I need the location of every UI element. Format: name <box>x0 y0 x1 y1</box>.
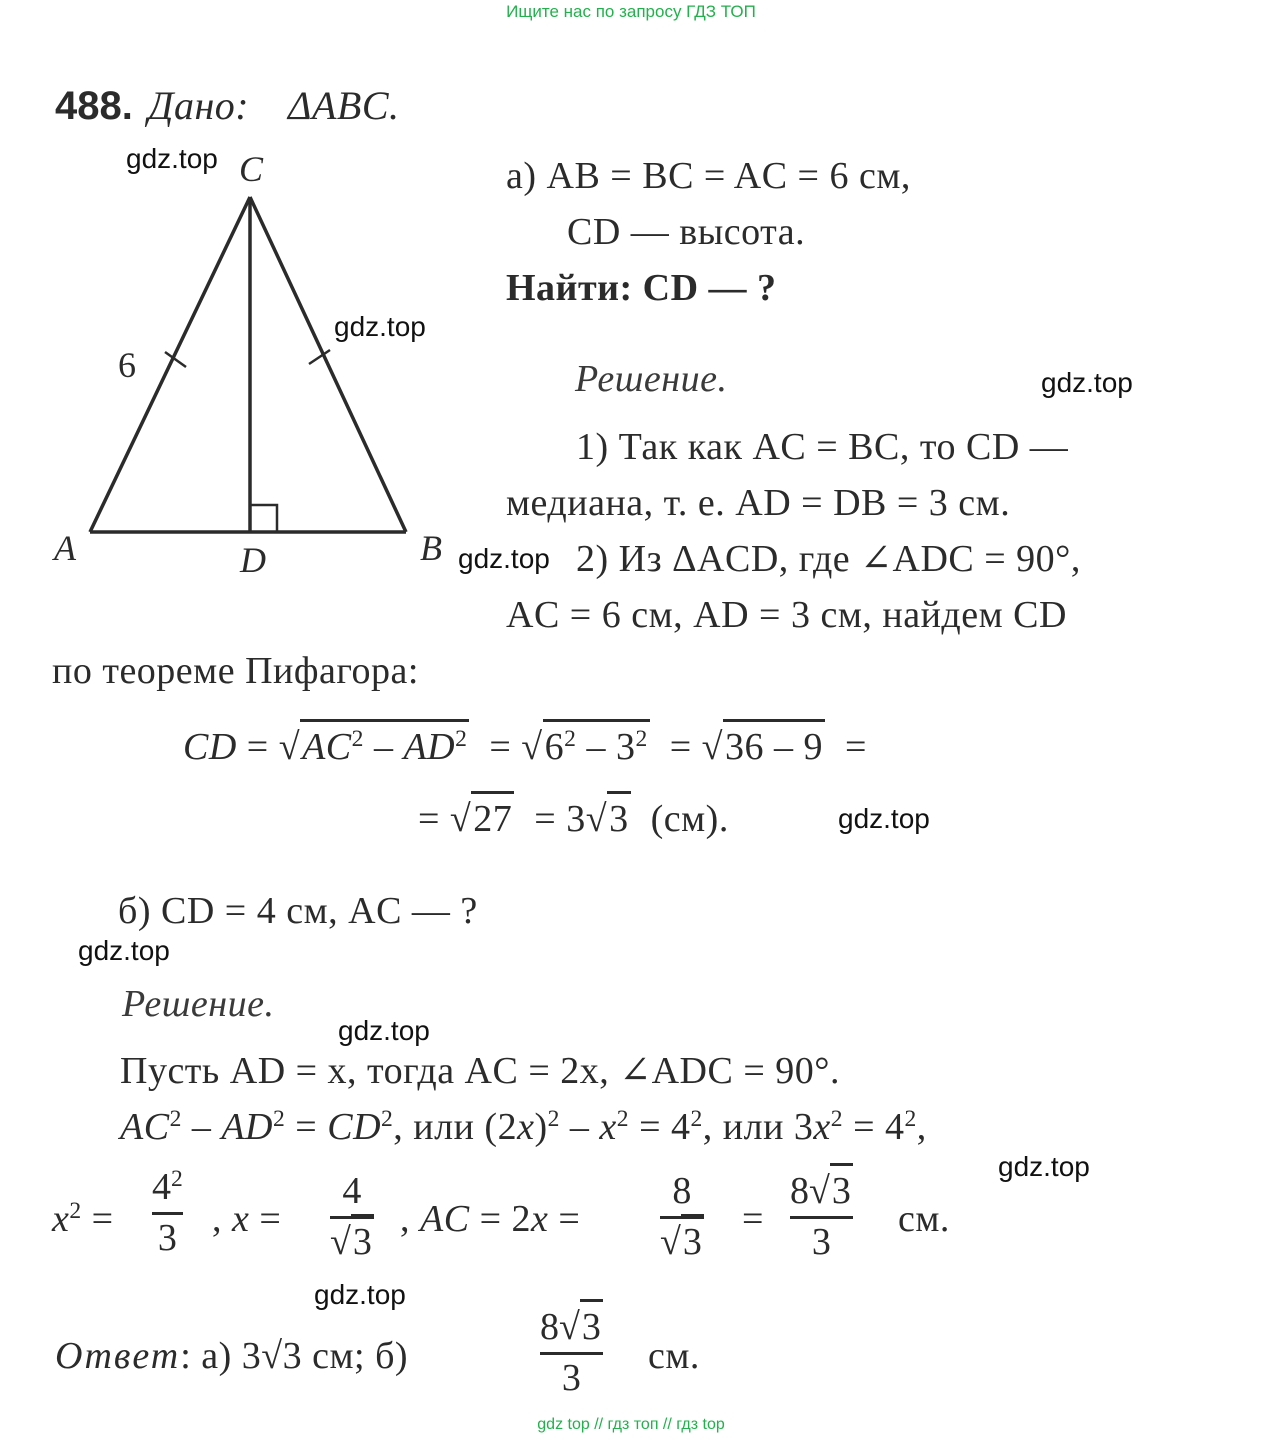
answer-label: Ответ <box>55 1335 181 1377</box>
part-a-solution-title: Решение. <box>575 358 728 400</box>
part-a-step2-line3: по теореме Пифагора: <box>52 650 419 692</box>
right-angle-mark <box>250 505 277 532</box>
point-label-d: D <box>240 540 266 580</box>
part-a-step1-line1: 1) Так как AC = BC, то CD — <box>576 426 1069 468</box>
part-b-given: б) CD = 4 см, AC — ? <box>118 890 478 932</box>
fraction-4sq-over-3: $4^2$ 3 <box>152 1166 183 1259</box>
ac-eq: , AC = 2x = <box>400 1198 581 1240</box>
answer-unit: см. <box>648 1335 700 1377</box>
answer-fraction-8root3-over-3: 8√3 3 <box>540 1308 603 1397</box>
part-b-solution-title: Решение. <box>122 983 275 1025</box>
equals-sign: = <box>742 1198 764 1240</box>
watermark: gdz.top <box>1041 367 1133 398</box>
watermark: gdz.top <box>338 1015 430 1046</box>
given-label: Дано: <box>148 83 250 128</box>
watermark: gdz.top <box>334 311 426 342</box>
fraction-4-over-root3: 4 √3 <box>330 1170 372 1263</box>
watermark: gdz.top <box>126 143 218 174</box>
watermark: gdz.top <box>314 1279 406 1310</box>
vertex-label-a: A <box>54 528 76 568</box>
footer-links[interactable]: gdz top // гдз топ // гдз top <box>537 1416 725 1433</box>
search-hint-link[interactable]: Ищите нас по запросу ГДЗ ТОП <box>506 2 756 21</box>
part-a-altitude: CD — высота. <box>567 211 806 253</box>
vertex-label-b: B <box>420 528 442 568</box>
watermark: gdz.top <box>998 1151 1090 1182</box>
answer-line <box>55 1337 408 1375</box>
part-a-step1-line2: медиана, т. е. AD = DB = 3 см. <box>506 482 1011 524</box>
part-b-let-line: Пусть AD = x, тогда AC = 2x, ∠ADC = 90°. <box>120 1050 840 1092</box>
part-a-step2-line1: 2) Из ΔACD, где ∠ADC = 90°, <box>576 538 1081 580</box>
problem-number: 488. <box>55 84 133 128</box>
vertex-label-c: C <box>239 150 264 189</box>
unit-cm: см. <box>898 1198 950 1240</box>
part-a-given: а) AB = BC = AC = 6 см, <box>506 155 911 197</box>
watermark: gdz.top <box>838 803 930 834</box>
triangle-figure <box>40 150 460 590</box>
side-length-label: 6 <box>118 345 136 385</box>
formula-cd-line1: CD = $√AC^2 - AD^2 = √6^2 - 3^2 = √36 - 9$ = <box>183 728 867 766</box>
side-bc <box>250 197 406 532</box>
watermark: gdz.top <box>78 935 170 966</box>
x-eq: , x = <box>212 1198 282 1240</box>
fraction-8-over-root3: 8 √3 <box>660 1170 702 1263</box>
part-b-equation-line: $AC^2 - AD^2 = CD^2$, или $(2x)^2 - x^2 = 4^2$, или $3x^2 = 4^2$, <box>120 1106 927 1148</box>
part-a-step2-line2: AC = 6 см, AD = 3 см, найдем CD <box>506 594 1067 636</box>
side-ac <box>90 197 250 532</box>
watermark: gdz.top <box>458 543 550 574</box>
formula-cd-line2: = √27 = 3√3 (см). <box>418 800 729 838</box>
x-squared-lhs: $x^2$ = <box>52 1198 114 1240</box>
fraction-8root3-over-3: 8√3 3 <box>790 1172 853 1261</box>
answer-part-a: : а) 3√3 см; б) <box>180 1335 409 1377</box>
part-a-find: Найти: CD — ? <box>506 267 777 309</box>
given-value: ΔABC. <box>288 83 400 128</box>
